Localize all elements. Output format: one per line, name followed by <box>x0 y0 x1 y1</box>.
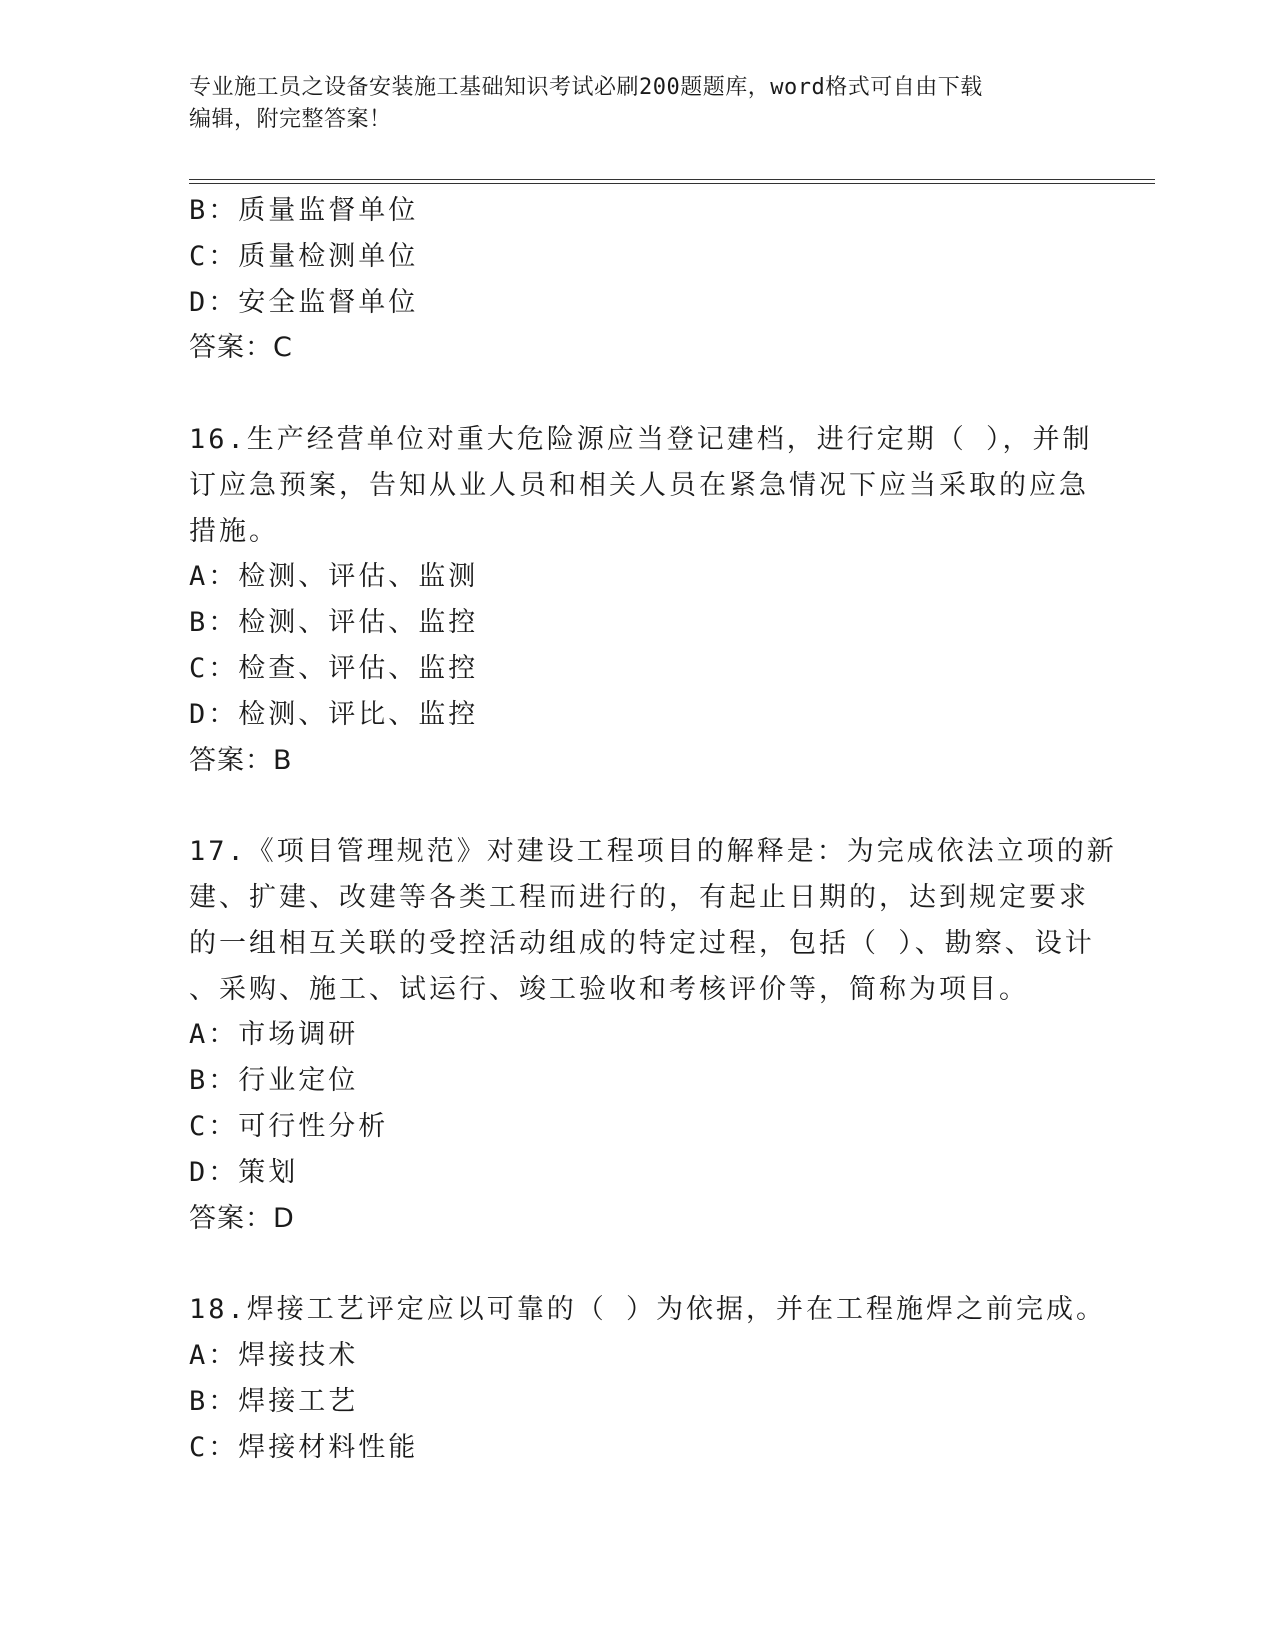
answer-line: 答案：B <box>189 744 293 776</box>
option-d: D：安全监督单位 <box>189 286 419 318</box>
option-c: C：可行性分析 <box>189 1110 389 1142</box>
spacer <box>189 1241 1089 1287</box>
question-stem-line: 、采购、施工、试运行、竣工验收和考核评价等，简称为项目。 <box>189 973 1029 1005</box>
answer-line: 答案：C <box>189 332 293 364</box>
document-header <box>189 72 1069 136</box>
option-a: A：市场调研 <box>189 1019 359 1051</box>
option-a: A：焊接技术 <box>189 1339 359 1371</box>
option-d: D：检测、评比、监控 <box>189 698 479 730</box>
question-stem-line: 建、扩建、改建等各类工程而进行的，有起止日期的，达到规定要求 <box>189 881 1089 913</box>
spacer <box>189 371 1089 417</box>
option-b: B：质量监督单位 <box>189 195 419 226</box>
question-content <box>189 188 1117 1470</box>
question-stem-line: 订应急预案，告知从业人员和相关人员在紧急情况下应当采取的应急 <box>189 469 1089 501</box>
option-b: B：焊接工艺 <box>189 1385 359 1417</box>
header-title-line-2: 编辑，附完整答案！ <box>189 107 392 132</box>
option-a: A：检测、评估、监测 <box>189 561 479 593</box>
question-15 <box>189 188 1089 371</box>
question-16 <box>189 417 1093 783</box>
question-18 <box>189 1287 1107 1470</box>
option-c: C：检查、评估、监控 <box>189 652 479 684</box>
question-17 <box>189 829 1117 1241</box>
question-stem-line: 18.焊接工艺评定应以可靠的（ ）为依据，并在工程施焊之前完成。 <box>189 1294 1107 1326</box>
header-title-line-1: 专业施工员之设备安装施工基础知识考试必刷200题题库，word格式可自由下载 <box>189 75 983 100</box>
question-stem-line: 16.生产经营单位对重大危险源应当登记建档，进行定期（ ），并制 <box>189 423 1093 455</box>
option-c: C：质量检测单位 <box>189 240 419 272</box>
spacer <box>189 783 1089 829</box>
header-divider <box>189 179 1155 184</box>
option-d: D：策划 <box>189 1156 299 1188</box>
option-c: C：焊接材料性能 <box>189 1431 419 1463</box>
option-b: B：检测、评估、监控 <box>189 607 479 639</box>
answer-line: 答案：D <box>189 1202 295 1234</box>
question-stem-line: 17.《项目管理规范》对建设工程项目的解释是：为完成依法立项的新 <box>189 836 1117 868</box>
question-stem-line: 措施。 <box>189 515 279 547</box>
option-b: B：行业定位 <box>189 1065 359 1097</box>
question-stem-line: 的一组相互关联的受控活动组成的特定过程，包括（ ）、勘察、设计 <box>189 927 1095 959</box>
